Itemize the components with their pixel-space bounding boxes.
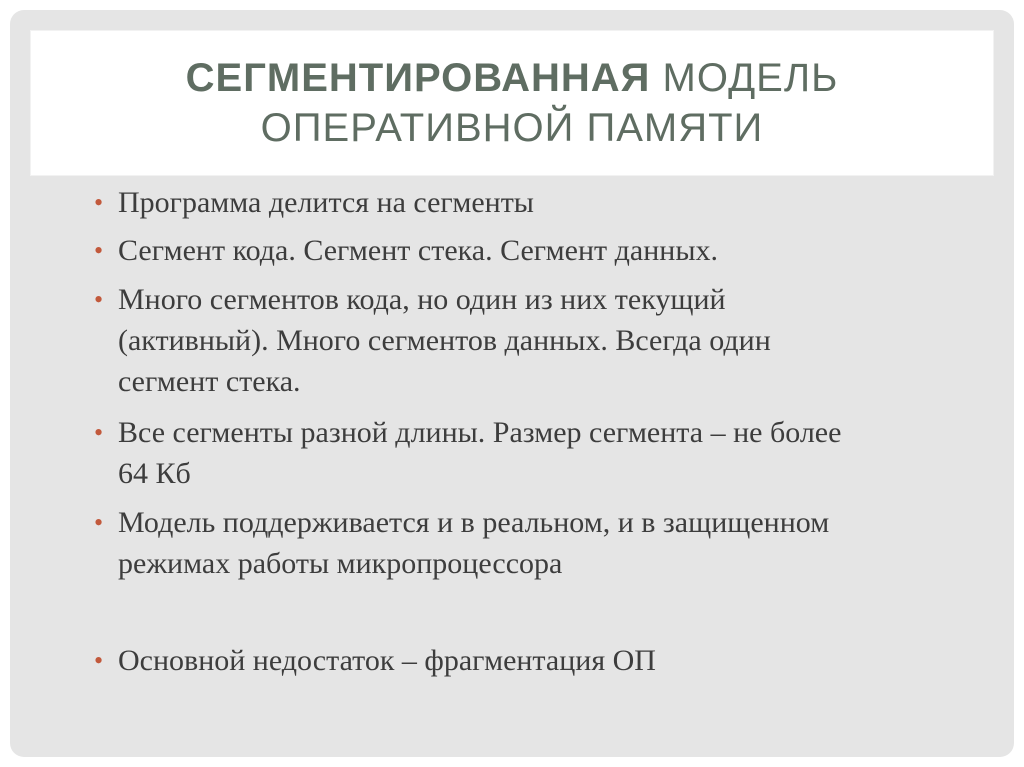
bullet-line: Основной недостаток – фрагментация ОП [118,644,656,677]
bullet-marker-icon: • [94,508,104,537]
title-box [30,30,994,176]
bullet-text [118,279,958,402]
bullet-line: Программа делится на сегменты [118,186,534,219]
bullet-text [118,412,958,494]
slide-title [186,53,839,153]
bullet-line: сегмент стека. [118,365,301,398]
bullet-text [118,230,958,271]
bullet-line: 64 Кб [118,457,191,490]
bullet-marker-icon: • [94,418,104,447]
title-line1-rest: МОДЕЛЬ [662,56,839,100]
bullet-text [118,502,958,584]
bullet-marker-icon: • [94,236,104,265]
bullet-marker-icon: • [94,646,104,675]
bullet-line: Много сегментов кода, но один из них текущий [118,283,726,316]
bullet-marker-icon: • [94,188,104,217]
title-bold-word: СЕГМЕНТИРОВАННАЯ [185,56,651,100]
bullet-line: Все сегменты разной длины. Размер сегмента – не более [118,416,842,449]
bullet-line: (активный). Много сегментов данных. Всегда один [118,324,771,357]
bullet-text [118,182,958,223]
bullet-text [118,640,958,681]
title-line2: ОПЕРАТИВНОЙ ПАМЯТИ [260,106,764,150]
bullet-line: режимах работы микропроцессора [118,547,563,580]
bullet-line: Модель поддерживается и в реальном, и в защищенном [118,506,830,539]
bullet-line: Сегмент кода. Сегмент стека. Сегмент данных. [118,234,718,267]
bullet-marker-icon: • [94,285,104,314]
